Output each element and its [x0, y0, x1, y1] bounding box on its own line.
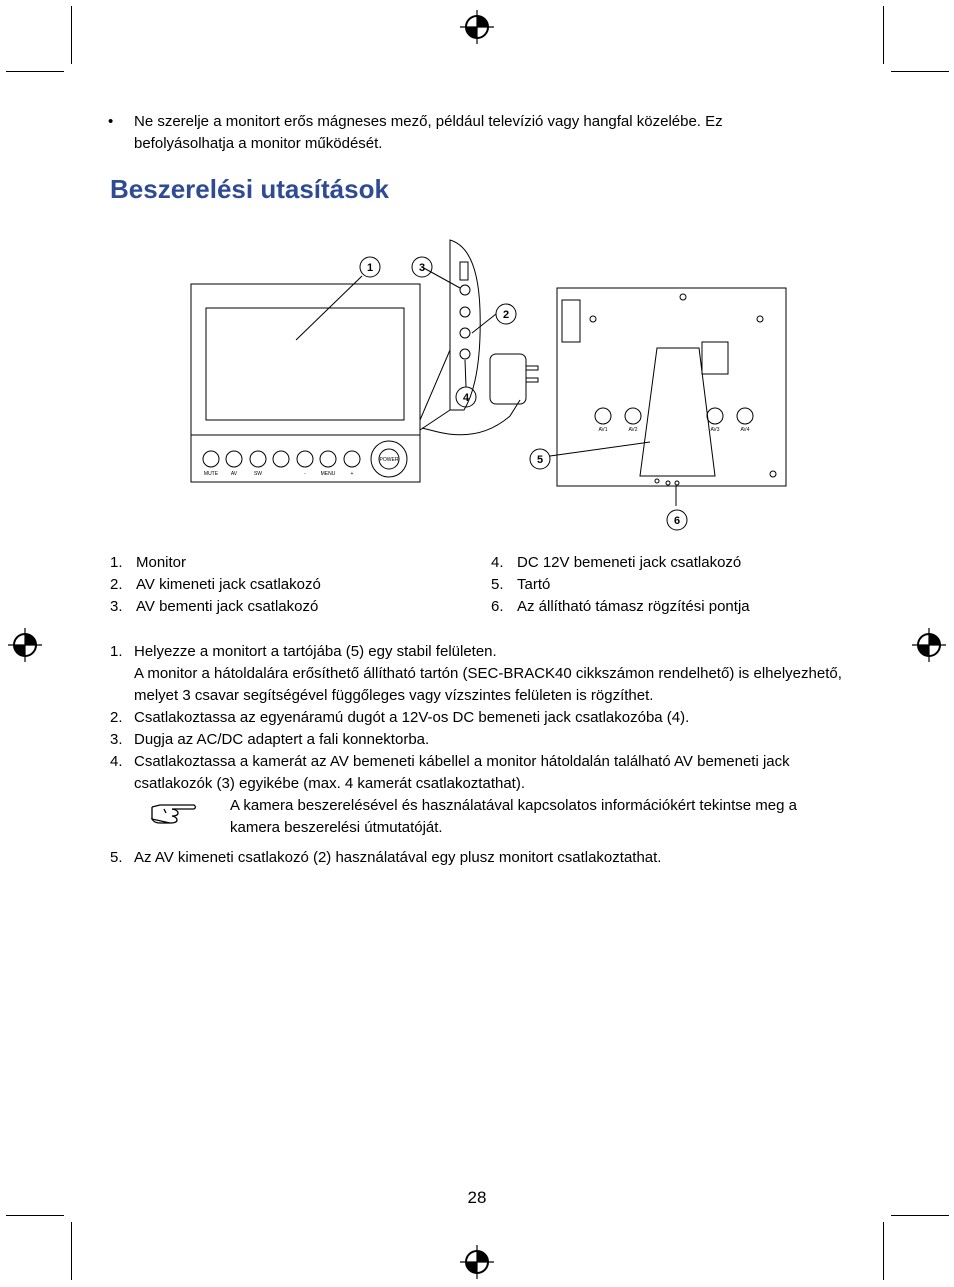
front-button: [344, 451, 360, 467]
step-item: 1. Helyezze a monitort a tartójába (5) egy stabil felületen. A monitor a hátoldalára erősíthető állítható tartón (SEC-BRACK40 cikkszámon rendelhető) is elhelyezhető, melyet 3 csavar segítségével függőleges vagy vízszintes felületen is rögzíthet.: [110, 641, 850, 707]
av-port: [737, 408, 753, 424]
crop-mark: [71, 1222, 72, 1280]
crop-mark: [883, 1222, 884, 1280]
front-button: [320, 451, 336, 467]
av-port-label: AV4: [740, 427, 750, 433]
step-item: 4. Csatlakoztassa a kamerát az AV bemeneti kábellel a monitor hátoldalán található AV bemeneti jack csatlakozók (3) egyikébe (max. 4 kamerát csatlakoztathat).: [110, 751, 850, 795]
front-button: [250, 451, 266, 467]
step-text: Csatlakoztassa a kamerát az AV bemeneti kábellel a monitor hátoldalán található AV bemeneti jack csatlakozók (3) egyikébe (max. 4 kamerát csatlakoztathat).: [134, 753, 790, 792]
instruction-steps: [110, 641, 850, 869]
power-adapter-icon: [490, 354, 526, 404]
page-number: 28: [467, 1188, 487, 1207]
front-button-label: +: [350, 471, 354, 477]
front-button: [226, 451, 242, 467]
front-button-label: SW: [253, 471, 263, 477]
legend-item: 1. Monitor: [110, 554, 187, 571]
av-port: [595, 408, 611, 424]
bullet-mark: •: [108, 113, 114, 130]
step-item: 5. Az AV kimeneti csatlakozó (2) használatával egy plusz monitort csatlakoztathat.: [110, 847, 850, 869]
av-port-label: AV3: [710, 427, 720, 433]
front-button-label: MENU: [320, 471, 336, 477]
registration-mark-icon: [460, 10, 494, 44]
step-text: Helyezze a monitort a tartójába (5) egy stabil felületen.: [134, 643, 497, 660]
step-text: Csatlakoztassa az egyenáramú dugót a 12V-os DC bemeneti jack csatlakozóba (4).: [134, 709, 690, 726]
crop-mark: [71, 6, 72, 64]
callout-label: 1: [366, 262, 374, 274]
note-text: A kamera beszerelésével és használatával kapcsolatos információkért tekintse meg a kamera beszerelési útmutatóját.: [230, 797, 797, 836]
legend-item: 5. Tartó: [491, 576, 551, 593]
crop-mark: [891, 1215, 949, 1216]
legend-item: 6. Az állítható támasz rögzítési pontja: [491, 598, 750, 615]
av-port: [707, 408, 723, 424]
note-block: [110, 795, 850, 843]
pointing-hand-icon: [150, 801, 198, 827]
stand-icon: [640, 348, 715, 476]
legend-item: 4. DC 12V bemeneti jack csatlakozó: [491, 554, 742, 571]
step-text: A monitor a hátoldalára erősíthető állítható tartón (SEC-BRACK40 cikkszámon rendelhető) is elhelyezhető, melyet 3 csavar segítségével függőleges vagy vízszintes felületen is rögzíthet.: [134, 665, 842, 704]
installation-diagram: [180, 230, 800, 536]
bullet-text: Ne szerelje a monitort erős mágneses mező, például televízió vagy hangfal közelébe. Ez befolyásolhatja a monitor működését.: [134, 113, 723, 152]
monitor-front: [191, 284, 420, 482]
crop-mark: [6, 1215, 64, 1216]
legend-left: [110, 552, 470, 618]
front-button: [273, 451, 289, 467]
legend-right: [491, 552, 851, 618]
crop-mark: [883, 6, 884, 64]
callout-label: 4: [462, 392, 470, 404]
registration-mark-icon: [460, 1245, 494, 1279]
step-text: Az AV kimeneti csatlakozó (2) használatával egy plusz monitort csatlakoztathat.: [134, 849, 662, 866]
monitor-rear: [557, 288, 786, 486]
registration-mark-icon: [8, 628, 42, 662]
callout-label: 2: [502, 309, 510, 321]
av-port: [625, 408, 641, 424]
front-button-label: AV: [230, 471, 238, 477]
callout-label: 3: [418, 262, 426, 274]
monitor-screen: [206, 308, 404, 420]
front-button-label: MUTE: [203, 471, 219, 477]
section-title: Beszerelési utasítások: [110, 174, 389, 204]
monitor-side: [450, 240, 480, 410]
legend-item: 3. AV bementi jack csatlakozó: [110, 598, 319, 615]
callout-label: 5: [536, 454, 544, 466]
front-button: [203, 451, 219, 467]
front-button-label: -: [304, 471, 306, 477]
step-item: 2. Csatlakoztassa az egyenáramú dugót a 12V-os DC bemeneti jack csatlakozóba (4).: [110, 707, 850, 729]
legend-item: 2. AV kimeneti jack csatlakozó: [110, 576, 321, 593]
power-button-label: POWER: [379, 457, 399, 463]
registration-mark-icon: [912, 628, 946, 662]
crop-mark: [891, 71, 949, 72]
crop-mark: [6, 71, 64, 72]
front-button: [297, 451, 313, 467]
callout-label: 6: [673, 515, 681, 527]
step-item: 3. Dugja az AC/DC adaptert a fali konnektorba.: [110, 729, 850, 751]
av-port-label: AV1: [598, 427, 608, 433]
av-port-label: AV2: [628, 427, 638, 433]
step-text: Dugja az AC/DC adaptert a fali konnektorba.: [134, 731, 430, 748]
